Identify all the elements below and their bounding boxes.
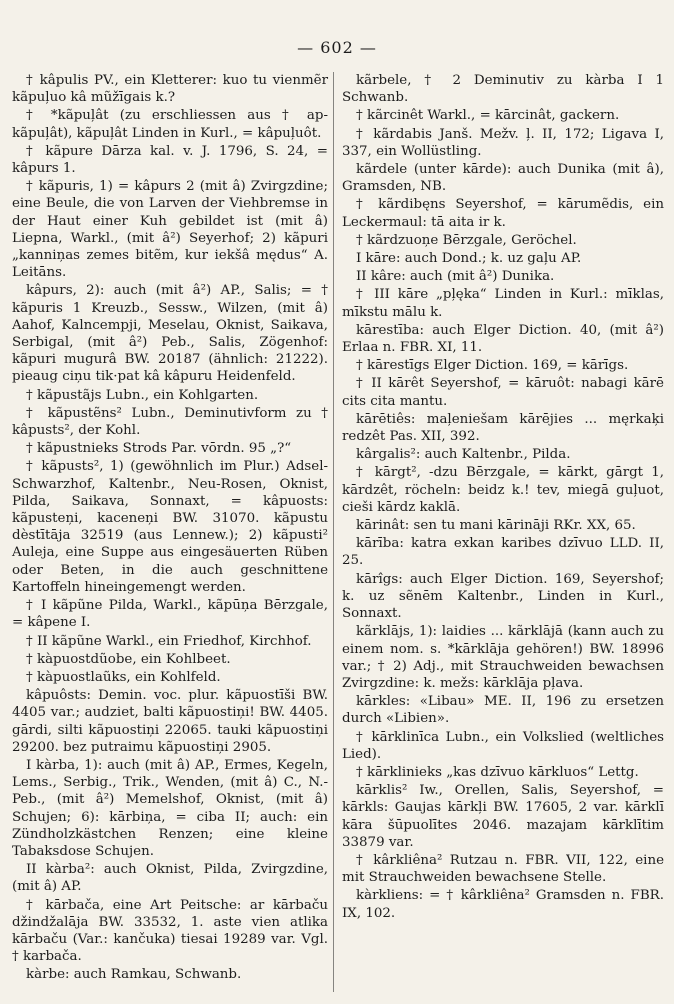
dictionary-entry: † III kāre „pļęka“ Linden in Kurl.: mīklas, mīkstu mālu k. [342, 287, 664, 320]
dictionary-entry: † kārklinieks „kas dzīvuo kārkluos“ Lettg. [356, 764, 639, 780]
dictionary-entry: † kãpuris, 1) = kâpurs 2 (mit â) Zvirgzdine; eine Beule, die von Larven der Viehbremse in der Haut einer Kuh gebildet ist (mit â) Liepna, Warkl., (mit â²) Seyerhof; 2) kãpuri „kanniņas zemes bitẽm, kur iekšâ mędus“ A. Leitāns. [12, 179, 328, 281]
dictionary-entry: † kârkliêna² Rutzau n. FBR. VII, 122, eine mit Strauchweiden bewachsene Stelle. [342, 852, 664, 886]
dictionary-entry: kārestība: auch Elger Diction. 40, (mit â²) Erlaa n. FBR. XI, 11. [342, 322, 664, 356]
dictionary-entry: † kãpustnieks Strods Par. vōrdn. 95 „?“ [26, 441, 292, 457]
dictionary-entry: II kâre: auch (mit â²) Dunika. [356, 269, 555, 285]
dictionary-entry: kārklis² Iw., Orellen, Salis, Seyershof, = kārkls: Gaujas kārkļi BW. 17605, 2 var. kārklī kāra šūpuolītes 2046. mazajam kārklītim 33879 var. [342, 783, 664, 850]
dictionary-entry: † kãrdibęns Seyershof, = kārumẽdis, ein Leckermaul: tā aita ir k. [342, 197, 664, 230]
dictionary-entry: kâpurs, 2): auch (mit â²) AP., Salis; = † kãpuris 1 Kreuzb., Sessw., Wilzen, (mit â) Aahof, Kalncempji, Meselau, Oknist, Saikava, Serbigal, (mit â²) Peb., Salis, Zögenhof: kãpuri mugurâ BW. 20187 (ähnlich: 21222). pieaug ciņu tik·pat kâ kâpuru Heidenfeld. [12, 283, 328, 385]
page-number: — 602 — [297, 38, 377, 57]
dictionary-entry: I kāre: auch Dond.; k. uz gaļu AP. [356, 251, 582, 267]
dictionary-entry: kārîgs: auch Elger Diction. 169, Seyershof; k. uz sẽnēm Kaltenbr., Linden in Kurl., Sonnaxt. [342, 571, 664, 622]
dictionary-entry: kārētiês: maļeniešam kārējies ... męrkaķi redzêt Pas. XII, 392. [342, 411, 664, 445]
dictionary-entry: † kàpuostlaũks, ein Kohlfeld. [26, 669, 221, 685]
dictionary-entry: kãrklājs, 1): laidies ... kãrklājā (kann auch zu einem nom. s. *kārklāja gehören!) BW. 18996 var.; † 2) Adj., mit Strauchweiden bewachsen Zvirgzdine: k. mežs: kārklāja pļava. [342, 624, 664, 691]
dictionary-entry: kàrkliens: = † kârkliêna² Gramsden n. FBR. IX, 102. [342, 888, 664, 921]
dictionary-entry: kârgalis²: auch Kaltenbr., Pilda. [356, 447, 571, 463]
dictionary-entry: kārinât: sen tu mani kārināji RKr. XX, 65. [356, 518, 636, 534]
left-column [12, 72, 328, 985]
dictionary-entry: † kārbača, eine Art Peitsche: ar kārbaču džindžalāja BW. 33532, 1. aste vien atlika kārbaču (Var.: kančuka) tiesai 19289 var. Vgl. † karbača. [12, 897, 328, 965]
dictionary-entry: † kãpure Dārza kal. v. J. 1796, S. 24, = kâpurs 1. [12, 143, 328, 177]
dictionary-entry: † kàpuostdũobe, ein Kohlbeet. [26, 651, 231, 667]
dictionary-entry: † II kãpũne Warkl., ein Friedhof, Kirchhof. [26, 633, 312, 649]
dictionary-entry: kâpuôsts: Demin. voc. plur. kãpuostīši BW. 4405 var.; audziet, balti kãpuostiņi! BW. 4405. gārdi, silti kãpuostiņi 22065. tauki kãpuostiņi 29200. bez putraimu kãpuostiņi 2905. [12, 688, 328, 755]
dictionary-entry: I kàrba, 1): auch (mit â) AP., Ermes, Kegeln, Lems., Serbig., Trik., Wenden, (mit â) C., N.-Peb., (mit â²) Memelshof, Oknist, (mit â) Schujen; 6): kārbiņa, = ciba II; auch: ein Zündholzkästchen Renzen; eine kleine Tabaksdose Schujen. [12, 757, 328, 859]
dictionary-entry: † kâpulis PV., ein Kletterer: kuo tu vienmẽr kãpuļuo kâ mũžīgais k.? [12, 73, 328, 106]
dictionary-entry: † kãpustãjs Lubn., ein Kohlgarten. [26, 387, 259, 403]
dictionary-entry: II kàrba²: auch Oknist, Pilda, Zvirgzdine, (mit â) AP. [12, 862, 328, 895]
dictionary-entry: † kãpustẽns² Lubn., Deminutivform zu † kâpusts², der Kohl. [12, 405, 328, 439]
dictionary-entry: † kārklinīca Lubn., ein Volkslied (weltliches Lied). [342, 729, 664, 762]
dictionary-entry: † *kãpuļât (zu erschliessen aus † ap-kãpuļât), kãpuļât Linden in Kurl., = kâpuļuôt. [12, 108, 328, 141]
dictionary-entry: † kãpusts², 1) (gewöhnlich im Plur.) Adsel-Schwarzhof, Kaltenbr., Neu-Rosen, Oknist, Pilda, Saikava, Sonnaxt, = kâpuosts: kãpusteņi, kaceneņi BW. 31070. kãpustu dèstītāja 32519 (aus Lennew.); 2) kãpusti² Auleja, eine Suppe aus eingesäuerten Rüben oder Beten, in die auch geschnittene Kartoffeln hineingemengt werden. [12, 459, 328, 595]
dictionary-entry: kārība: katra exkan karibes dzīvuo LLD. II, 25. [342, 536, 664, 569]
right-column [342, 72, 664, 923]
dictionary-entry: kàrbe: auch Ramkau, Schwanb. [26, 967, 242, 983]
dictionary-entry: † kãrcinêt Warkl., = kārcinât, gackern. [356, 108, 620, 124]
dictionary-entry: kãrbele, † 2 Deminutiv zu kàrba I 1 Schwanb. [342, 73, 664, 106]
dictionary-entry: kãrdele (unter kārde): auch Dunika (mit â), Gramsden, NB. [342, 162, 664, 195]
dictionary-entry: kārkles: «Libau» ME. II, 196 zu ersetzen durch «Libien». [342, 694, 664, 727]
column-divider [333, 72, 334, 992]
dictionary-entry: † kãrdzuoņe Bērzgale, Geröchel. [356, 232, 577, 248]
dictionary-entry: † kārgt², -dzu Bērzgale, = kārkt, gārgt 1, kārdzêt, röcheln: beidz k.! tev, miegā guļuot, cieši kārdz kaklā. [342, 465, 664, 515]
dictionary-entry: † I kãpũne Pilda, Warkl., kãpūņa Bērzgale, = kâpene I. [12, 598, 328, 631]
dictionary-entry: † kãrdabis Janš. Mežv. ļ. II, 172; Ligava I, 337, ein Wollüstling. [342, 126, 664, 159]
dictionary-entry: † II kārêt Seyershof, = kāruôt: nabagi kārē cits cita mantu. [342, 376, 664, 409]
dictionary-entry: † kārestīgs Elger Diction. 169, = kārīgs. [356, 358, 629, 374]
